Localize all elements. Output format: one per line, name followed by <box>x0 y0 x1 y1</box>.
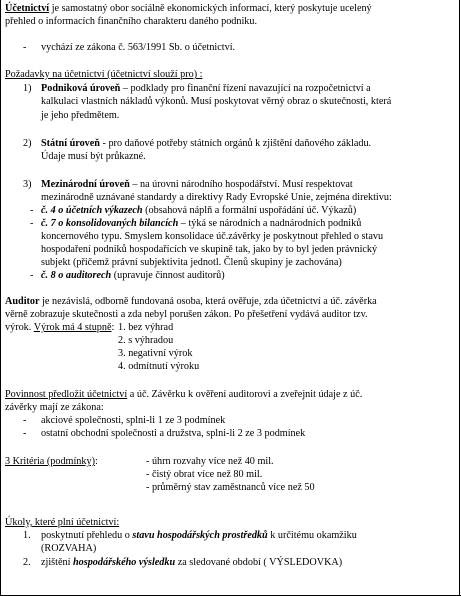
task-2-line-1: zjištění hospodářského výsledku za sledované období ( VÝSLEDOVKA) <box>41 557 343 568</box>
obligation-item-1-dash: - <box>23 415 27 426</box>
requirement-3-number: 3) <box>23 179 32 190</box>
obligation-line-2: závěrky mají ze zákona: <box>5 402 104 413</box>
requirement-3-line-1: Mezinárodní úroveň – na úrovni národního hospodářství. Musí respektovat <box>41 179 353 190</box>
criteria-heading: 3 Kritéria (podmínky) <box>5 456 95 467</box>
intro-text-2: přehled o informacích finančního charakteru daného podniku. <box>5 16 258 27</box>
intro-bullet-dash: - <box>23 42 27 53</box>
requirement-2-line-2: Údaje musí být průkazné. <box>41 151 146 162</box>
requirement-3-label: Mezinárodní úroveň <box>41 179 130 190</box>
requirement-2-line-1: Státní úroveň - pro daňové potřeby státních orgánů k zjištění daňového základu. <box>41 138 372 149</box>
criteria-heading-line: 3 Kritéria (podmínky): <box>5 456 98 467</box>
requirement-2-label: Státní úroveň <box>41 138 100 149</box>
intro-text-1: je samostatný obor sociálně ekonomických informací, který poskytuje ucelený <box>49 3 372 14</box>
requirement-2-number: 2) <box>23 138 32 149</box>
verdict-3: 3. negativní výrok <box>118 348 193 359</box>
verdict-1: 1. bez výhrad <box>118 322 174 333</box>
requirement-3-line-2: mezinárodně uznávané standardy a direktivy Rady Evropské Unie, zejména direktivu: <box>41 192 392 203</box>
auditor-line-3: výrok. Výrok má 4 stupně: <box>5 322 115 333</box>
directive-7: č. 7 o konsolidovaných bilancích – týká se národních a nadnárodních podniků <box>41 218 362 229</box>
requirement-1-number: 1) <box>23 83 32 94</box>
page-right-border <box>459 0 460 596</box>
requirement-1-line-2: kalkulaci vlastních nákladů výkonů. Musí poskytovat věrný obraz o skutečnosti, která <box>41 96 392 107</box>
task-2-number: 2. <box>23 557 31 568</box>
directive-7-cont-2: hospodaření podniků hospodařících ve skupině tak, jako by to byl jeden právnický <box>41 244 378 255</box>
obligation-item-2: ostatní obchodní společnosti a družstva, splni-li 2 ze 3 podmínek <box>41 428 306 439</box>
directive-7-cont-1: koncernového typu. Smyslem konsolidace úč.závěrky je poskytnout přehled o stavu <box>41 231 384 242</box>
directive-7-dash: - <box>30 218 34 229</box>
obligation-item-2-dash: - <box>23 428 27 439</box>
verdict-2: 2. s výhradou <box>118 335 174 346</box>
directive-7-cont-3: subjekt (přičemž právní subjektivita jednotl. Členů skupiny je zachována) <box>41 257 342 268</box>
obligation-line-1: Povinnost předložit účetnictví a úč. Závěrku k ověření auditorovi a zveřejnit údaje z úč. <box>5 389 363 400</box>
intro-bullet-text: vychází ze zákona č. 563/1991 Sb. o účetnictví. <box>41 42 236 53</box>
directive-4-dash: - <box>30 205 34 216</box>
auditor-term: Auditor <box>5 296 40 307</box>
requirements-heading: Požadavky na účetnictví (účetnictví slouží pro) : <box>5 69 203 80</box>
task-1-number: 1. <box>23 530 31 541</box>
criterion-2: - čistý obrat více než 80 mil. <box>146 469 263 480</box>
requirement-1-label: Podniková úroveň <box>41 83 121 94</box>
task-2-emphasis: hospodářského výsledku <box>72 557 176 568</box>
page-left-border <box>0 0 1 596</box>
intro-line-1 <box>5 3 372 14</box>
criterion-1: - úhrn rozvahy více než 40 mil. <box>146 456 274 467</box>
tasks-heading: Úkoly, které plní účetnictví: <box>5 517 120 528</box>
auditor-line-2: věrně zobrazuje skutečnosti a zda nebyl porušen zákon. Po přešetření vydává auditor tzv. <box>5 309 368 320</box>
requirement-1-line-3: je jeho předmětem. <box>41 110 120 121</box>
intro-term: Účetnictví <box>5 3 50 14</box>
auditor-line-1: Auditor je nezávislá, odborně fundovaná osoba, která ověřuje, zda účetnictví a úč. závěrka <box>5 296 377 307</box>
task-1-emphasis: stavu hospodářských prostředků <box>132 530 268 541</box>
criterion-3: - průměrný stav zaměstnanců více než 50 <box>146 482 315 493</box>
task-1-line-2: (ROZVAHA) <box>41 543 97 554</box>
directive-8-dash: - <box>30 270 34 281</box>
directive-4: č. 4 o účetních výkazech (obsahová náplň a formální uspořádání úč. Výkazů) <box>41 205 357 216</box>
obligation-heading: Povinnost předložit účetnictví <box>5 389 128 400</box>
verdict-label: Výrok má 4 stupně <box>33 322 112 333</box>
directive-8: č. 8 o auditorech (upravuje činnost auditorů) <box>41 270 225 281</box>
requirement-1-line-1: Podniková úroveň – podklady pro finanční řízení navazující na rozpočetnictví a <box>41 83 371 94</box>
task-1-line-1: poskytnutí přehledu o stavu hospodářských prostředků k určitému okamžiku <box>41 530 357 541</box>
obligation-item-1: akciové společnosti, splni-li 1 ze 3 podmínek <box>41 415 226 426</box>
verdict-4: 4. odmítnutí výroku <box>118 361 200 372</box>
